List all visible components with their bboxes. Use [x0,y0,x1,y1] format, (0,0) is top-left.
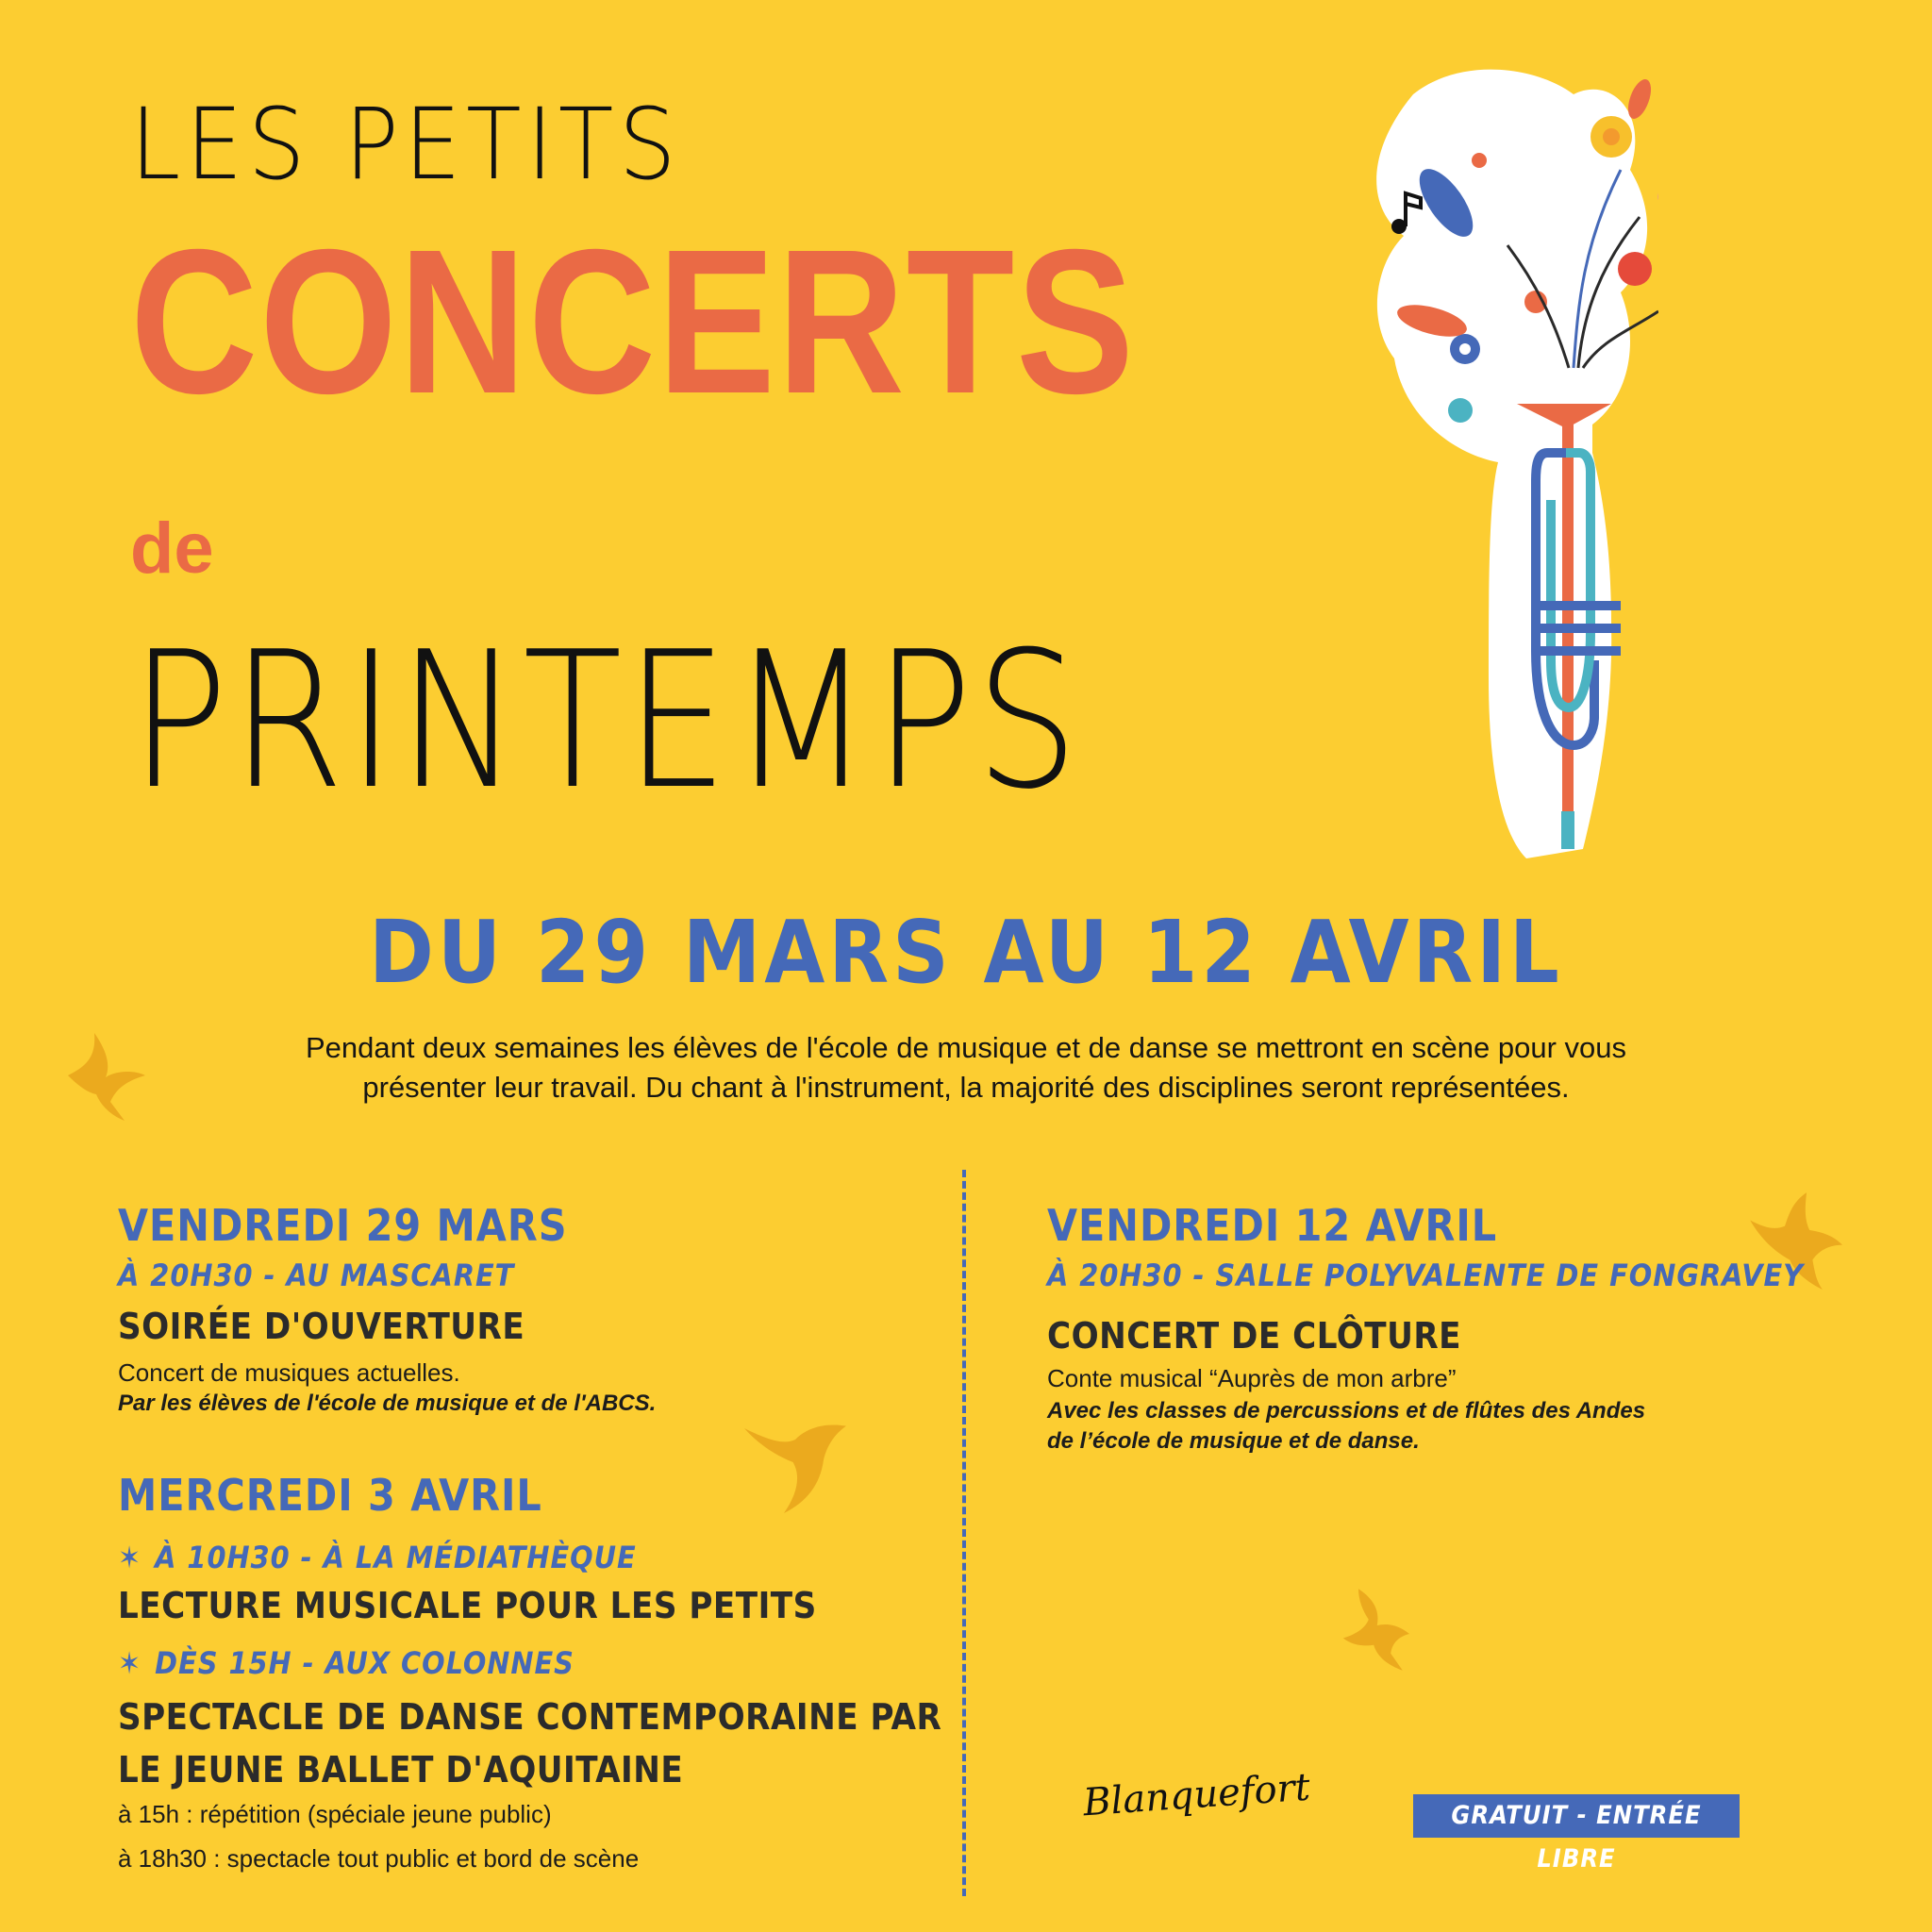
date-range-heading: DU 29 MARS AU 12 AVRIL [369,902,1563,1003]
event-date-vendredi-29-mars: VENDREDI 29 MARS [118,1200,568,1251]
bullet-icon: ✶ [118,1645,142,1681]
event-title-line-2: LE JEUNE BALLET D'AQUITAINE [118,1749,684,1790]
bullet-icon: ✶ [118,1540,142,1575]
description-line-2: présenter leur travail. Du chant à l'instrument, la majorité des disciplines seront représentées. [362,1071,1570,1104]
title-concerts: CONCERTS [130,208,1136,437]
bird-icon [58,1024,153,1127]
event-title-spectacle-danse [118,1690,941,1796]
slot-2-time-text: DÈS 15H - AUX COLONNES [155,1645,575,1681]
slot-1-time-text: À 10H30 - À LA MÉDIATHÈQUE [155,1540,637,1575]
blanquefort-logo: Blanquefort [1081,1765,1312,1825]
column-divider [962,1170,966,1896]
event-description: Concert de musiques actuelles. [118,1358,460,1387]
description [57,1028,1875,1108]
schedule-line-2: à 18h30 : spectacle tout public et bord de scène [118,1844,640,1873]
event-title-concert-cloture: CONCERT DE CLÔTURE [1047,1315,1462,1357]
event-credits-line-1: Avec les classes de percussions et de flûtes des Andes [1047,1398,1646,1424]
event-slot-1-time [118,1540,637,1575]
title-printemps: PRINTEMPS [130,611,1082,831]
event-credits-line-2: de l’école de musique et de danse. [1047,1428,1420,1454]
event-credits: Par les élèves de l'école de musique et de l'ABCS. [118,1391,657,1416]
event-title-lecture-musicale: LECTURE MUSICALE POUR LES PETITS [118,1585,817,1626]
event-time-place: À 20H30 - SALLE POLYVALENTE DE FONGRAVEY [1047,1257,1805,1293]
trumpet-bouquet-illustration [1347,57,1658,858]
description-line-1: Pendant deux semaines les élèves de l'école de musique et de danse se mettront en scène pour vous [305,1031,1627,1064]
title-les-petits: LES PETITS [130,87,682,202]
title-de: de [130,508,214,589]
event-title-line-1: SPECTACLE DE DANSE CONTEMPORAINE PAR [118,1696,942,1738]
event-date-vendredi-12-avril: VENDREDI 12 AVRIL [1047,1200,1498,1251]
event-slot-2-time [118,1645,575,1681]
bird-icon [1341,1575,1426,1684]
free-entry-badge: GRATUIT - ENTRÉE LIBRE [1413,1794,1740,1838]
bird-icon [739,1406,852,1519]
schedule-line-1: à 15h : répétition (spéciale jeune public) [118,1800,552,1828]
event-credits [1047,1396,1645,1457]
event-time-place: À 20H30 - AU MASCARET [118,1257,515,1293]
event-description: Conte musical “Auprès de mon arbre” [1047,1364,1457,1392]
event-date-mercredi-3-avril: MERCREDI 3 AVRIL [118,1470,542,1521]
event-title-soiree-ouverture: SOIRÉE D'OUVERTURE [118,1306,525,1347]
